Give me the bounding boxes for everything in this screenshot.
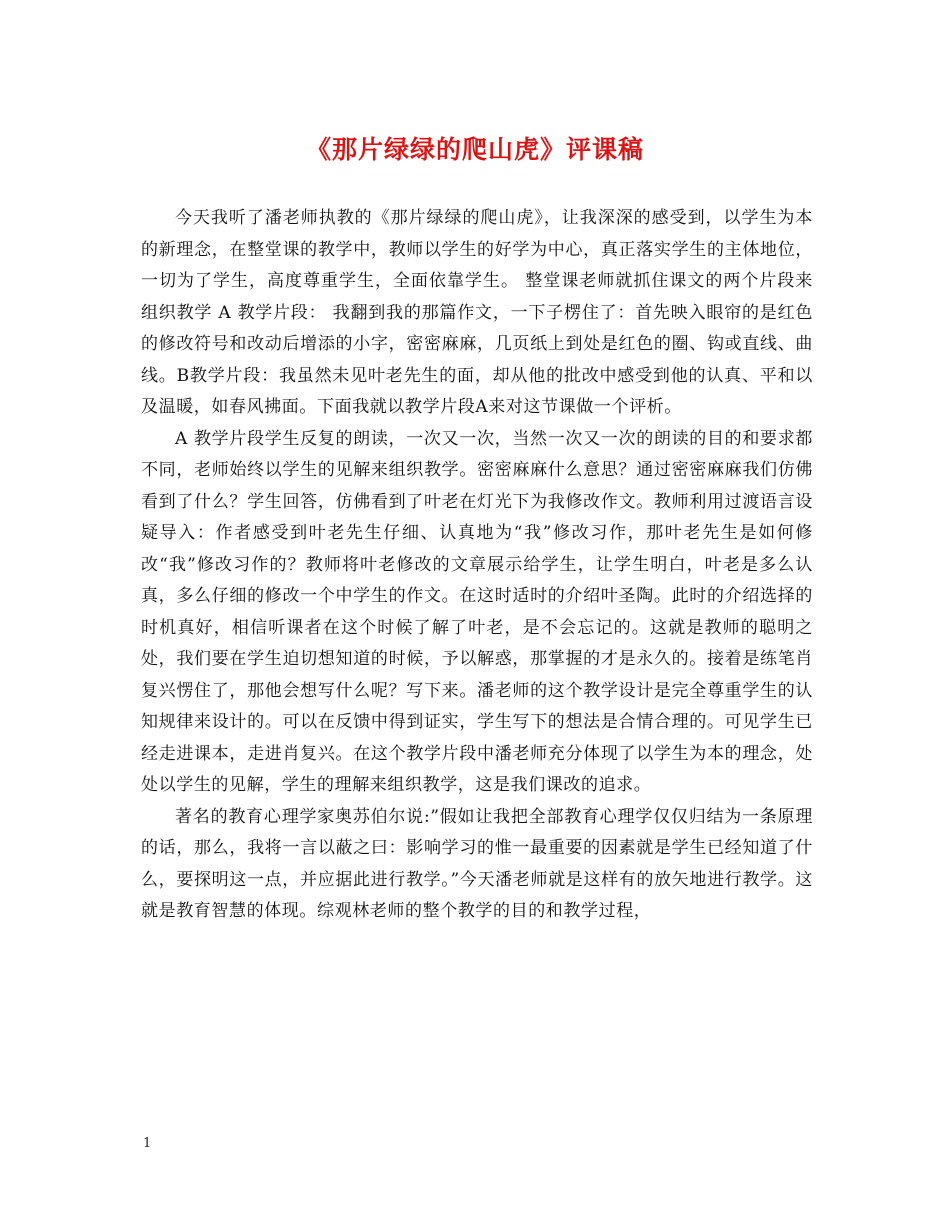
- document-body: [141, 203, 813, 928]
- paragraph-3: 著名的教育心理学家奥苏伯尔说:”假如让我把全部教育心理学仅仅归结为一条原理的话，那么，我将一言以蔽之曰：影响学习的惟一最重要的因素就是学生已经知道了什么，要探明这一点，并应据此进行教学。”今天潘老师就是这样有的放矢地进行教学。这就是教育智慧的体现。综观林老师的整个教学的目的和教学过程，: [141, 806, 813, 921]
- document-title: 《那片绿绿的爬山虎》评课稿: [305, 135, 644, 164]
- paragraph-1: 今天我听了潘老师执教的《那片绿绿的爬山虎》，让我深深的感受到，以学生为本的新理念，在整堂课的教学中，教师以学生的好学为中心，真正落实学生的主体地位，一切为了学生，高度尊重学生，全面依靠学生。 整堂课老师就抓住课文的两个片段来组织教学 A 教学片段： 我翻到我的那篇作文，一下子楞住了：首先映入眼帘的是红色的修改符号和改动后增添的小字，密密麻麻，几页纸上到处是红色的圈、钩或直线、曲线。B教学片段：我虽然未见叶老先生的面，却从他的批改中感受到他的认真、平和以及温暖，如春风拂面。下面我就以教学片段A来对这节课做一个评析。: [141, 208, 813, 417]
- paragraph-2: A 教学片段学生反复的朗读，一次又一次，当然一次又一次的朗读的目的和要求都不同，老师始终以学生的见解来组织教学。密密麻麻什么意思？通过密密麻麻我们仿佛看到了什么？学生回答，仿佛看到了叶老在灯光下为我修改作文。教师利用过渡语言设疑导入：作者感受到叶老先生仔细、认真地为“我”修改习作，那叶老先生是如何修改“我”修改习作的？教师将叶老修改的文章展示给学生，让学生明白，叶老是多么认真，多么仔细的修改一个中学生的作文。在这时适时的介绍叶圣陶。此时的介绍选择的时机真好，相信听课者在这个时候了解了叶老，是不会忘记的。这就是教师的聪明之处，我们要在学生迫切想知道的时候，予以解惑，那掌握的才是永久的。接着是练笔肖复兴愣住了，那他会想写什么呢？写下来。潘老师的这个教学设计是完全尊重学生的认知规律来设计的。可以在反馈中得到证实，学生写下的想法是合情合理的。可见学生已经走进课本，走进肖复兴。在这个教学片段中潘老师充分体现了以学生为本的理念，处处以学生的见解，学生的理解来组织教学，这是我们课改的追求。: [141, 428, 813, 795]
- page-number: 1: [143, 1136, 152, 1151]
